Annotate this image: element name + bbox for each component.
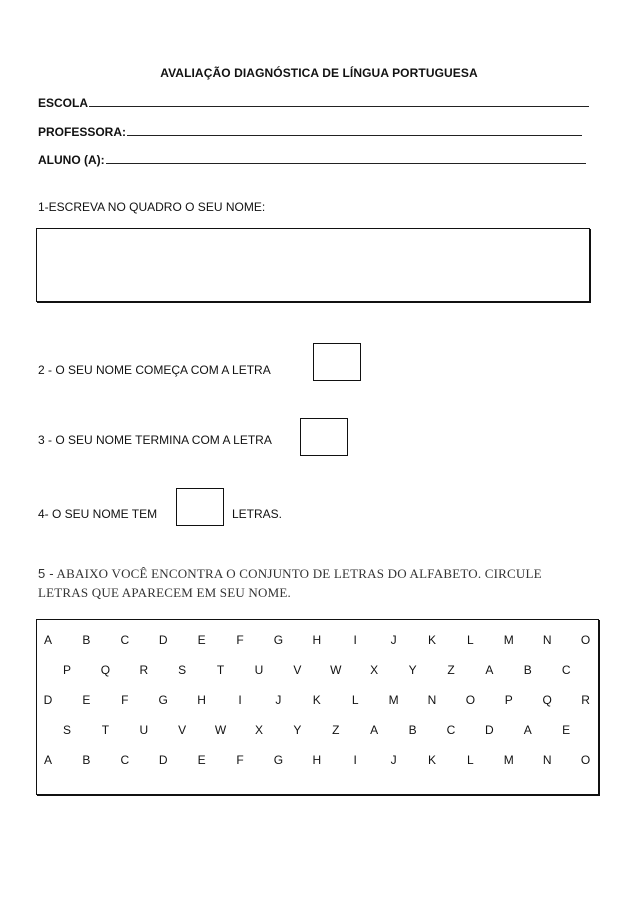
alphabet-letter[interactable]: Q: [100, 663, 111, 677]
alphabet-letter[interactable]: G: [273, 633, 284, 647]
last-letter-box[interactable]: [300, 418, 348, 456]
alphabet-letter[interactable]: K: [427, 753, 436, 767]
alphabet-letter[interactable]: O: [580, 633, 591, 647]
alphabet-letter[interactable]: G: [158, 693, 168, 707]
alphabet-letter[interactable]: E: [197, 753, 206, 767]
alphabet-letter[interactable]: L: [467, 753, 474, 767]
professora-field[interactable]: [38, 125, 582, 139]
alphabet-letter[interactable]: F: [236, 753, 244, 767]
alphabet-letter[interactable]: O: [580, 753, 591, 767]
aluno-line[interactable]: [106, 162, 586, 164]
alphabet-letter[interactable]: O: [465, 693, 476, 707]
alphabet-letter[interactable]: S: [178, 663, 187, 677]
alphabet-letter[interactable]: B: [523, 663, 532, 677]
alphabet-letter[interactable]: C: [120, 633, 130, 647]
escola-field[interactable]: [38, 96, 589, 110]
alphabet-letter[interactable]: V: [178, 723, 187, 737]
alphabet-letter[interactable]: L: [351, 693, 359, 707]
alphabet-letter[interactable]: A: [485, 663, 494, 677]
alphabet-letter[interactable]: Y: [293, 723, 302, 737]
escola-line[interactable]: [89, 105, 589, 107]
question-3: 3 - O SEU NOME TERMINA COM A LETRA: [38, 433, 272, 447]
aluno-label: ALUNO (A):: [38, 153, 105, 167]
alphabet-letter[interactable]: X: [370, 663, 379, 677]
alphabet-letter[interactable]: V: [293, 663, 302, 677]
alphabet-letter[interactable]: N: [427, 693, 437, 707]
alphabet-letter[interactable]: M: [503, 753, 514, 767]
alphabet-letter[interactable]: N: [542, 633, 552, 647]
alphabet-letter[interactable]: F: [236, 633, 244, 647]
alphabet-letter[interactable]: E: [197, 633, 206, 647]
aluno-field[interactable]: [38, 153, 586, 167]
alphabet-letter[interactable]: K: [427, 633, 436, 647]
alphabet-letter[interactable]: W: [330, 663, 342, 677]
escola-label: ESCOLA: [38, 96, 89, 110]
alphabet-letter[interactable]: A: [43, 633, 52, 647]
professora-line[interactable]: [127, 134, 582, 136]
alphabet-letter[interactable]: S: [62, 723, 71, 737]
alphabet-row-3: [37, 693, 600, 709]
alphabet-row-2: [37, 663, 600, 679]
question-4-suffix: LETRAS.: [232, 507, 283, 521]
alphabet-letter[interactable]: H: [197, 693, 206, 707]
alphabet-letter[interactable]: U: [139, 723, 149, 737]
alphabet-letter[interactable]: Z: [447, 663, 455, 677]
alphabet-letter[interactable]: D: [158, 753, 168, 767]
alphabet-letter[interactable]: D: [158, 633, 168, 647]
question-1: 1-ESCREVA NO QUADRO O SEU NOME:: [38, 200, 266, 214]
alphabet-letter[interactable]: T: [216, 663, 225, 677]
first-letter-box[interactable]: [313, 343, 361, 381]
question-5-number: 5 -: [38, 566, 54, 581]
alphabet-letter[interactable]: Y: [408, 663, 417, 677]
alphabet-letter[interactable]: E: [82, 693, 91, 707]
question-2: 2 - O SEU NOME COMEÇA COM A LETRA: [38, 363, 271, 377]
alphabet-letter[interactable]: I: [353, 753, 357, 767]
alphabet-letter[interactable]: A: [370, 723, 379, 737]
alphabet-letter[interactable]: J: [275, 693, 282, 707]
alphabet-letter[interactable]: B: [82, 753, 91, 767]
alphabet-row-1: [37, 633, 600, 649]
alphabet-letter[interactable]: D: [43, 693, 53, 707]
alphabet-letter[interactable]: A: [43, 753, 52, 767]
alphabet-letter[interactable]: P: [62, 663, 71, 677]
alphabet-letter[interactable]: T: [101, 723, 110, 737]
alphabet-letter[interactable]: B: [408, 723, 417, 737]
alphabet-letter[interactable]: E: [562, 723, 571, 737]
alphabet-letter[interactable]: Q: [542, 693, 552, 707]
alphabet-letter[interactable]: I: [353, 633, 357, 647]
letter-count-box[interactable]: [176, 488, 224, 526]
alphabet-letter[interactable]: M: [388, 693, 399, 707]
alphabet-row-4: [37, 723, 600, 739]
alphabet-letter[interactable]: W: [214, 723, 227, 737]
question-5-text-1: ABAIXO VOCÊ ENCONTRA O CONJUNTO DE LETRAS DO ALFABETO. CIRCULE: [56, 566, 542, 581]
alphabet-letter[interactable]: K: [312, 693, 321, 707]
question-5-text-2: LETRAS QUE APARECEM EM SEU NOME.: [38, 585, 291, 600]
alphabet-letter[interactable]: M: [503, 633, 514, 647]
alphabet-letter[interactable]: D: [485, 723, 494, 737]
alphabet-letter[interactable]: U: [254, 663, 264, 677]
alphabet-letter[interactable]: H: [312, 753, 322, 767]
alphabet-letter[interactable]: C: [446, 723, 456, 737]
alphabet-letter[interactable]: I: [238, 693, 242, 707]
alphabet-letter[interactable]: A: [523, 723, 532, 737]
alphabet-letter[interactable]: C: [561, 663, 571, 677]
alphabet-letter[interactable]: L: [467, 633, 474, 647]
alphabet-letter[interactable]: Z: [332, 723, 340, 737]
alphabet-row-5: [37, 753, 600, 769]
alphabet-letter[interactable]: C: [120, 753, 130, 767]
question-5-line-1: [38, 566, 542, 582]
page-title: AVALIAÇÃO DIAGNÓSTICA DE LÍNGUA PORTUGUESA: [160, 66, 478, 80]
alphabet-letter[interactable]: N: [542, 753, 552, 767]
alphabet-letter[interactable]: R: [139, 663, 149, 677]
question-4-prefix: 4- O SEU NOME TEM: [38, 507, 158, 521]
alphabet-letter[interactable]: G: [273, 753, 284, 767]
alphabet-box: [36, 619, 599, 795]
alphabet-letter[interactable]: X: [254, 723, 263, 737]
alphabet-letter[interactable]: J: [390, 753, 397, 767]
name-answer-box[interactable]: [36, 228, 590, 302]
alphabet-letter[interactable]: J: [390, 633, 397, 647]
alphabet-letter[interactable]: F: [121, 693, 129, 707]
professora-label: PROFESSORA:: [38, 125, 127, 139]
alphabet-letter[interactable]: R: [581, 693, 590, 707]
alphabet-letter[interactable]: B: [82, 633, 91, 647]
alphabet-letter[interactable]: P: [504, 693, 513, 707]
alphabet-letter[interactable]: H: [312, 633, 322, 647]
